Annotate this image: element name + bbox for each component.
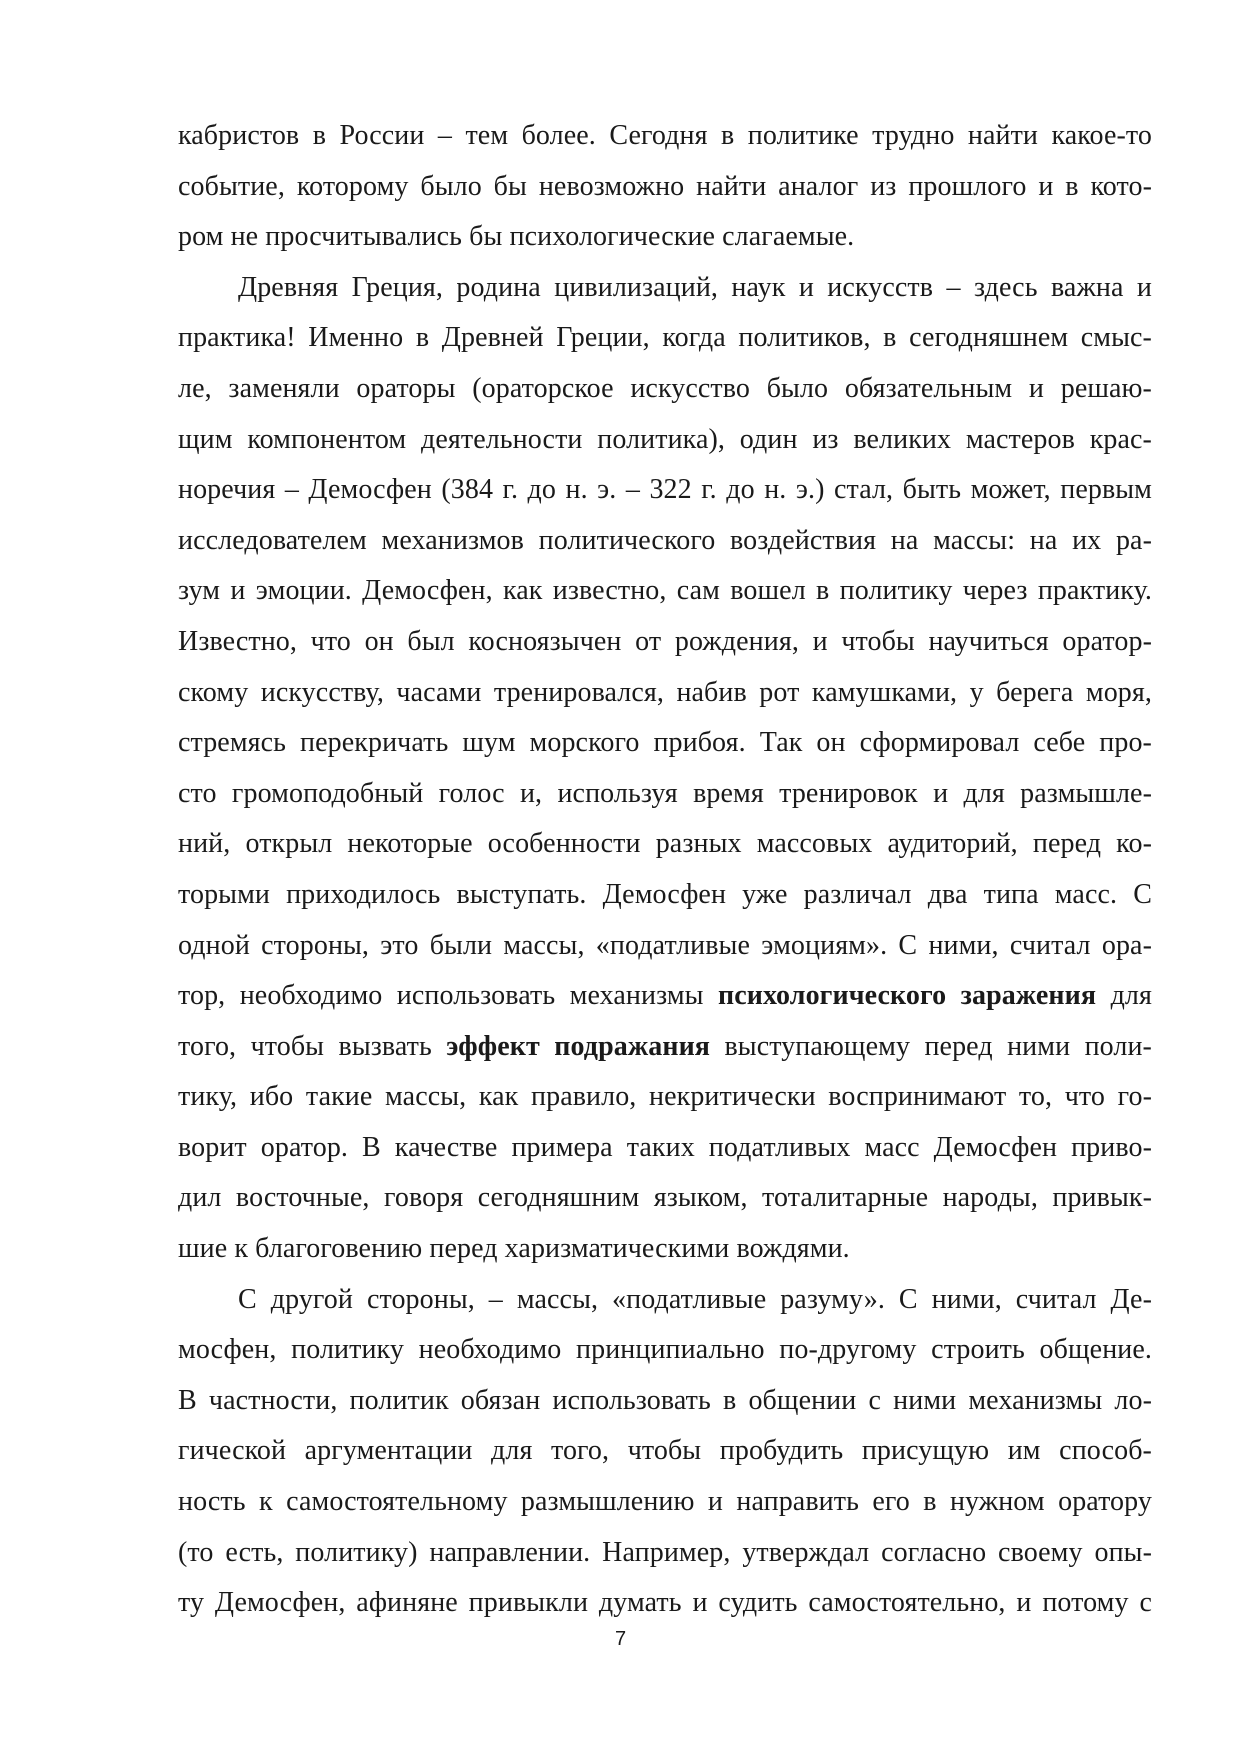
text-line: одной стороны, это были массы, «податливые эмоциям». С ними, считал ора-	[178, 929, 1152, 961]
text-line: исследователем механизмов политического воздействия на массы: на их ра-	[178, 524, 1152, 556]
paragraph-1	[178, 111, 1152, 263]
text-line: В частности, политик обязан использовать в общении с ними механизмы ло-	[178, 1384, 1152, 1416]
paragraph-2	[178, 263, 1152, 1275]
text-line: того, чтобы вызвать эффект подражания выступающему перед ними поли-	[178, 1030, 1152, 1062]
text-line: Известно, что он был косноязычен от рождения, и чтобы научиться оратор-	[178, 625, 1152, 657]
text-line: норечия – Демосфен (384 г. до н. э. – 322 г. до н. э.) стал, быть может, первым	[178, 474, 1152, 506]
text-line: Древняя Греция, родина цивилизаций, наук и искусств – здесь важна и	[238, 271, 1152, 303]
text-line: тику, ибо такие массы, как правило, некритически воспринимают то, что го-	[178, 1081, 1152, 1113]
bold-term-imitation-effect: эффект подражания	[446, 1030, 711, 1062]
text-line: С другой стороны, – массы, «податливые разуму». С ними, считал Де-	[238, 1283, 1152, 1315]
text-line: мосфен, политику необходимо принципиально по-другому строить общение.	[178, 1334, 1152, 1366]
text-line: стремясь перекричать шум морского прибоя. Так он сформировал себе про-	[178, 727, 1152, 759]
text-line: кабристов в России – тем более. Сегодня в политике трудно найти какое-то	[178, 120, 1152, 151]
text-line: скому искусству, часами тренировался, набив рот камушками, у берега моря,	[178, 676, 1152, 708]
text-line: гической аргументации для того, чтобы пробудить присущую им способ-	[178, 1435, 1152, 1467]
text-line: шие к благоговению перед харизматическими вождями.	[178, 1233, 850, 1265]
page-number: 7	[614, 1628, 627, 1650]
text-line: тор, необходимо использовать механизмы психологического заражения для	[178, 980, 1152, 1012]
bold-term-psychological-contagion: психологического заражения	[718, 980, 1097, 1012]
document-body	[178, 111, 1152, 1629]
paragraph-3	[178, 1275, 1152, 1629]
text-line: ность к самостоятельному размышлению и направить его в нужном оратору	[178, 1486, 1152, 1518]
text-line: торыми приходилось выступать. Демосфен уже различал два типа масс. С	[178, 878, 1152, 910]
text-line: ром не просчитывались бы психологические слагаемые.	[178, 221, 855, 253]
text-line: зум и эмоции. Демосфен, как известно, сам вошел в политику через практику.	[178, 575, 1152, 607]
text-line: ворит оратор. В качестве примера таких податливых масс Демосфен приво-	[178, 1131, 1152, 1163]
text-line: ний, открыл некоторые особенности разных массовых аудиторий, перед ко-	[178, 828, 1152, 860]
text-line: щим компонентом деятельности политика), один из великих мастеров крас-	[178, 423, 1152, 455]
text-line: практика! Именно в Древней Греции, когда политиков, в сегодняшнем смыс-	[178, 322, 1152, 354]
text-line: дил восточные, говоря сегодняшним языком, тоталитарные народы, привык-	[178, 1182, 1152, 1214]
text-line: сто громоподобный голос и, используя время тренировок и для размышле-	[178, 777, 1152, 809]
text-line: событие, которому было бы невозможно найти аналог из прошлого и в кото-	[178, 170, 1152, 202]
text-line: (то есть, политику) направлении. Например, утверждал согласно своему опы-	[178, 1536, 1152, 1568]
text-line: ту Демосфен, афиняне привыкли думать и судить самостоятельно, и потому с	[178, 1587, 1152, 1619]
text-line: ле, заменяли ораторы (ораторское искусство было обязательным и решаю-	[178, 372, 1152, 404]
